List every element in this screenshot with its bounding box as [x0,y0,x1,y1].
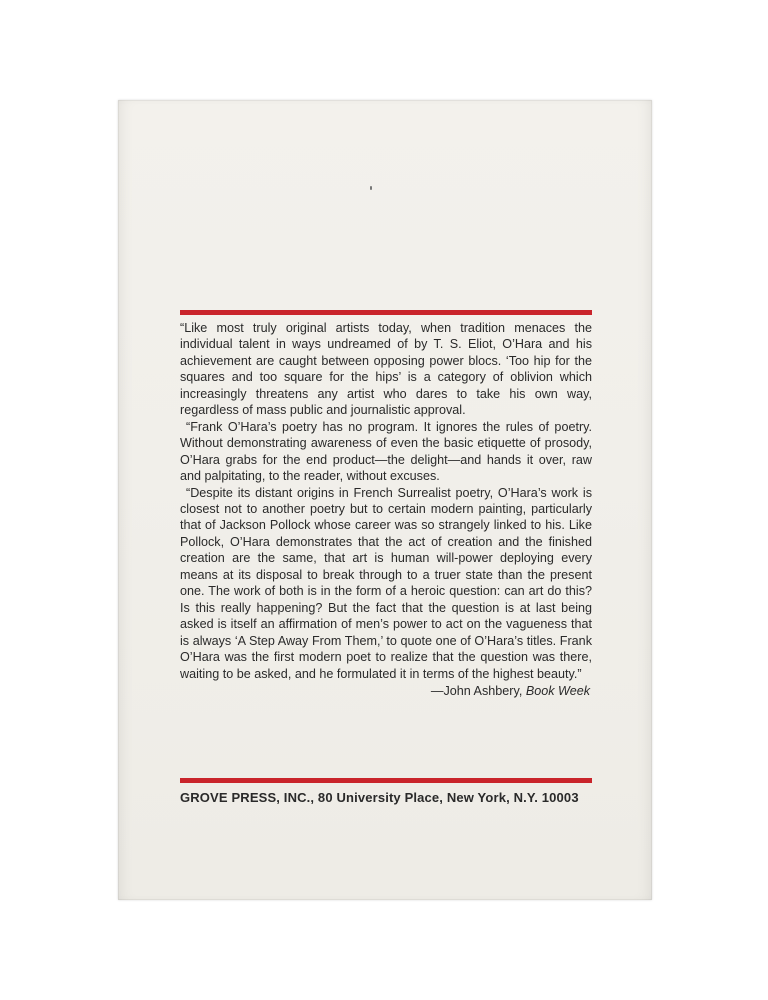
attribution-author: —John Ashbery, [430,683,526,698]
review-quote [180,320,592,699]
bottom-red-rule [180,778,592,783]
quote-paragraph-1: “Like most truly original artists today, when tradition menaces the individual talent in ways undreamed of by T. S. Eliot, O’Hara and his achievement are caught between opposing power blocs. ‘Too hip for the squares and too square for the hips’ is a category of oblivion which increasingly threatens any artist who dares to take his own way, regardless of mass public and journalistic approval. [180,321,592,418]
quote-paragraph-3: “Despite its distant origins in French Surrealist poetry, O’Hara’s work is closest not to another poetry but to certain modern painting, particularly that of Jackson Pollock whose career was so strangely linked to his. Like Pollock, O’Hara demonstrates that the act of creation and the finished creation are the same, that art is human will-power deploying every means at its disposal to break through to a truer state than the present one. The work of both is in the form of a heroic question: can art do this? Is this really happening? But the fact that the question is at last being asked is itself an affirmation of men’s power to act on the vagueness that is always ‘A Step Away From Them,’ to quote one of O’Hara’s titles. Frank O’Hara was the first modern poet to realize that the question was there, waiting to be asked, and he formulated it in terms of the highest beauty.” [180,485,592,681]
top-red-rule [180,310,592,315]
quote-paragraph-2: “Frank O’Hara’s poetry has no program. It ignores the rules of poetry. Without demonstrating awareness of even the basic etiquette of prosody, O’Hara grabs for the end product—the delight—and hands it over, raw and palpitating, to the reader, without excuses. [180,419,592,484]
attribution-source: Book Week [525,683,590,698]
book-back-cover [118,100,652,900]
publisher-line: GROVE PRESS, INC., 80 University Place, New York, N.Y. 10003 [180,790,579,805]
cover-speck [370,186,372,190]
quote-attribution [180,683,592,699]
